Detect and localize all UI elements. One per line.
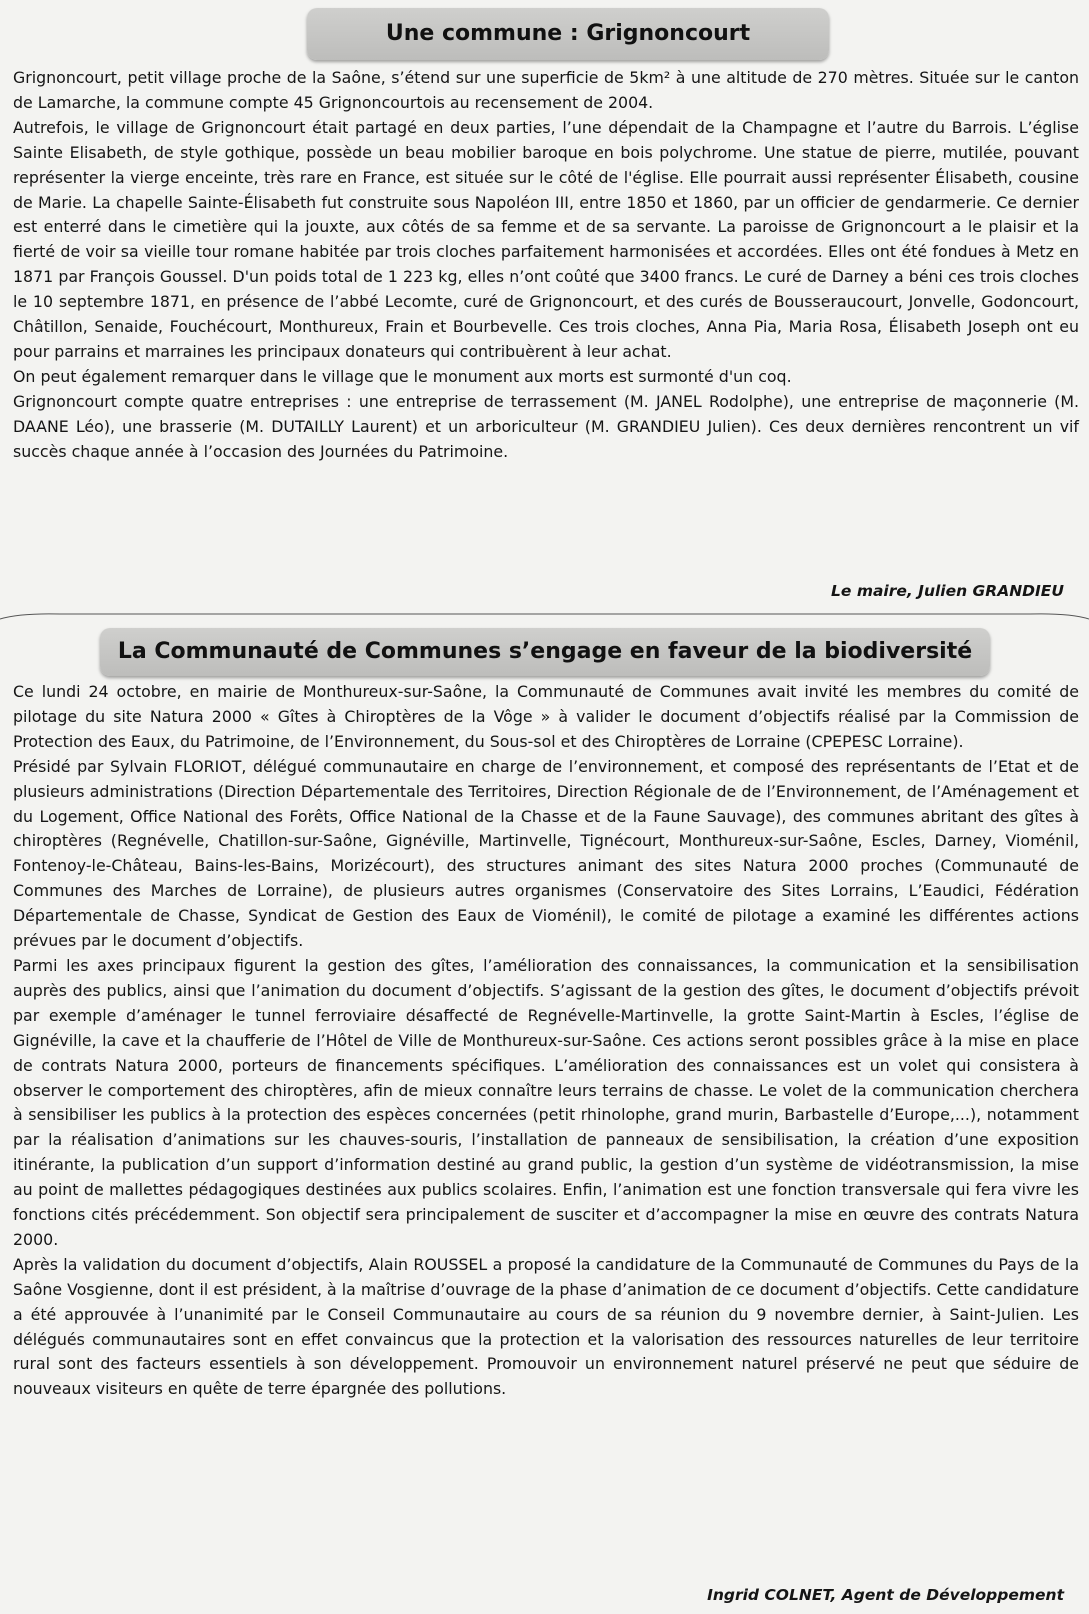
paragraph: Grignoncourt compte quatre entreprises : une entreprise de terrassement (M. JANEL Rodolphe), une entreprise de maçonnerie (M. DAANE Léo), une brasserie (M. DUTAILLY Laurent) et un arboriculteur (M. GRANDIEU Julien). Ces deux dernières rencontrent un vif succès chaque année à l’occasion des Journées du Patrimoine. (13, 391, 1079, 461)
paragraph: Parmi les axes principaux figurent la gestion des gîtes, l’amélioration des connaissances, la communication et la sensibilisation auprès des publics, ainsi que l’animation du document d’objectifs. S’agissant de la gestion des gîtes, le document d’objectifs prévoit par exemple d’aménager le tunnel ferroviaire désaffecté de Regnévelle-Martinvelle, la grotte Saint-Martin à Escles, l’église de Gignéville, la cave et la chaufferie de l’Hôtel de Ville de Monthureux-sur-Saône. Ces actions seront possibles grâce à la mise en place de contrats Natura 2000, porteurs de financements spécifiques. L’amélioration des connaissances est un volet qui consistera à observer le comportement des chiroptères, afin de mieux connaître leurs terrains de chasse. Le volet de la communication cherchera à sensibiliser les publics à la protection des espèces concernées (petit rhinolophe, grand murin, Barbastelle d’Europe,...), notamment par la réalisation d’animations sur les chauves-souris, l’installation de panneaux de sensibilisation, la création d’une exposition itinérante, la publication d’un support d’information destiné au grand public, la gestion d’un système de vidéotransmission, la mise au point de mallettes pédagogiques destinées aux publics scolaires. Enfin, l’animation est une fonction transversale qui fera vivre les fonctions cités précédemment. Son objectif sera principalement de susciter et d’accompagner la mise en œuvre des contrats Natura 2000. (13, 955, 1079, 1249)
paragraph: Autrefois, le village de Grignoncourt était partagé en deux parties, l’une dépendait de la Champagne et l’autre du Barrois. L’église Sainte Elisabeth, de style gothique, possède un beau mobilier baroque en bois polychrome. Une statue de pierre, mutilée, pouvant représenter la vierge enceinte, très rare en France, est située sur le côté de l'église. Elle pourrait aussi représenter Élisabeth, cousine de Marie. La chapelle Sainte-Élisabeth fut construite sous Napoléon III, entre 1850 et 1860, par un officier de gendarmerie. Ce dernier est enterré dans le cimetière qui la jouxte, aux côtés de sa femme et de sa servante. La paroisse de Grignoncourt a le plaisir et la fierté de voir sa vieille tour romane habitée par trois cloches parfaitement harmonisées et accordées. Elles ont été fondues à Metz en 1871 par François Goussel. D'un poids total de 1 223 kg, elles n’ont coûté que 3400 francs. Le curé de Darney a béni ces trois cloches le 10 septembre 1871, en présence de l’abbé Lecomte, curé de Grignoncourt, et des curés de Bousseraucourt, Jonvelle, Godoncourt, Châtillon, Senaide, Fouchécourt, Monthureux, Frain et Bourbevelle. Ces trois cloches, Anna Pia, Maria Rosa, Élisabeth Joseph ont eu pour parrains et marraines les principaux donateurs qui contribuèrent à leur achat. (13, 117, 1079, 361)
paragraph: Présidé par Sylvain FLORIOT, délégué communautaire en charge de l’environnement, et composé des représentants de l’Etat et de plusieurs administrations (Direction Départementale des Territoires, Direction Régionale de de l’Environnement, de l’Aménagement et du Logement, Office National des Forêts, Office National de la Chasse et de la Faune Sauvage), des communes abritant des gîtes à chiroptères (Regnévelle, Chatillon-sur-Saône, Gignéville, Martinvelle, Tignécourt, Monthureux-sur-Saône, Escles, Darney, Vioménil, Fontenoy-le-Château, Bains-les-Bains, Morizécourt), des structures animant des sites Natura 2000 proches (Communauté de Communes des Marches de Lorraine), de plusieurs autres organismes (Conservatoire des Sites Lorrains, L’Eaudici, Fédération Départementale de Chasse, Syndicat de Gestion des Eaux de Vioménil), le comité de pilotage a examiné les différentes actions prévues par le document d’objectifs. (13, 756, 1079, 951)
article-body (13, 66, 1079, 465)
paragraph: Après la validation du document d’objectifs, Alain ROUSSEL a proposé la candidature de la Communauté de Communes du Pays de la Saône Vosgienne, dont il est président, à la maîtrise d’ouvrage de la phase d’animation de ce document d’objectifs. Cette candidature a été approuvée à l’unanimité par le Conseil Communautaire au cours de sa réunion du 9 novembre dernier, à Saint-Julien. Les délégués communautaires sont en effet convaincus que la protection et la valorisation des ressources naturelles de leur territoire rural sont des facteurs essentiels à son développement. Promouvoir un environnement naturel préservé ne peut que séduire de nouveaux visiteurs en quête de terre épargnée des pollutions. (13, 1254, 1079, 1399)
signature: Le maire, Julien GRANDIEU (831, 582, 1064, 600)
paragraph: On peut également remarquer dans le village que le monument aux morts est surmonté d'un coq. (13, 366, 792, 386)
article-title-banner: Une commune : Grignoncourt (307, 8, 829, 60)
article-title-banner: La Communauté de Communes s’engage en faveur de la biodiversité (100, 628, 990, 676)
article-body (13, 680, 1079, 1402)
paragraph: Grignoncourt, petit village proche de la Saône, s’étend sur une superficie de 5km² à une altitude de 270 mètres. Située sur le canton de Lamarche, la commune compte 45 Grignoncourtois au recensement de 2004. (13, 68, 1079, 112)
paragraph: Ce lundi 24 octobre, en mairie de Monthureux-sur-Saône, la Communauté de Communes avait invité les membres du comité de pilotage du site Natura 2000 « Gîtes à Chiroptères de la Vôge » à valider le document d’objectifs réalisé par la Commission de Protection des Eaux, du Patrimoine, de l’Environnement, du Sous-sol et des Chiroptères de Lorraine (CPEPESC Lorraine). (13, 682, 1079, 751)
signature: Ingrid COLNET, Agent de Développement (707, 1586, 1064, 1604)
section-divider (0, 612, 1089, 620)
